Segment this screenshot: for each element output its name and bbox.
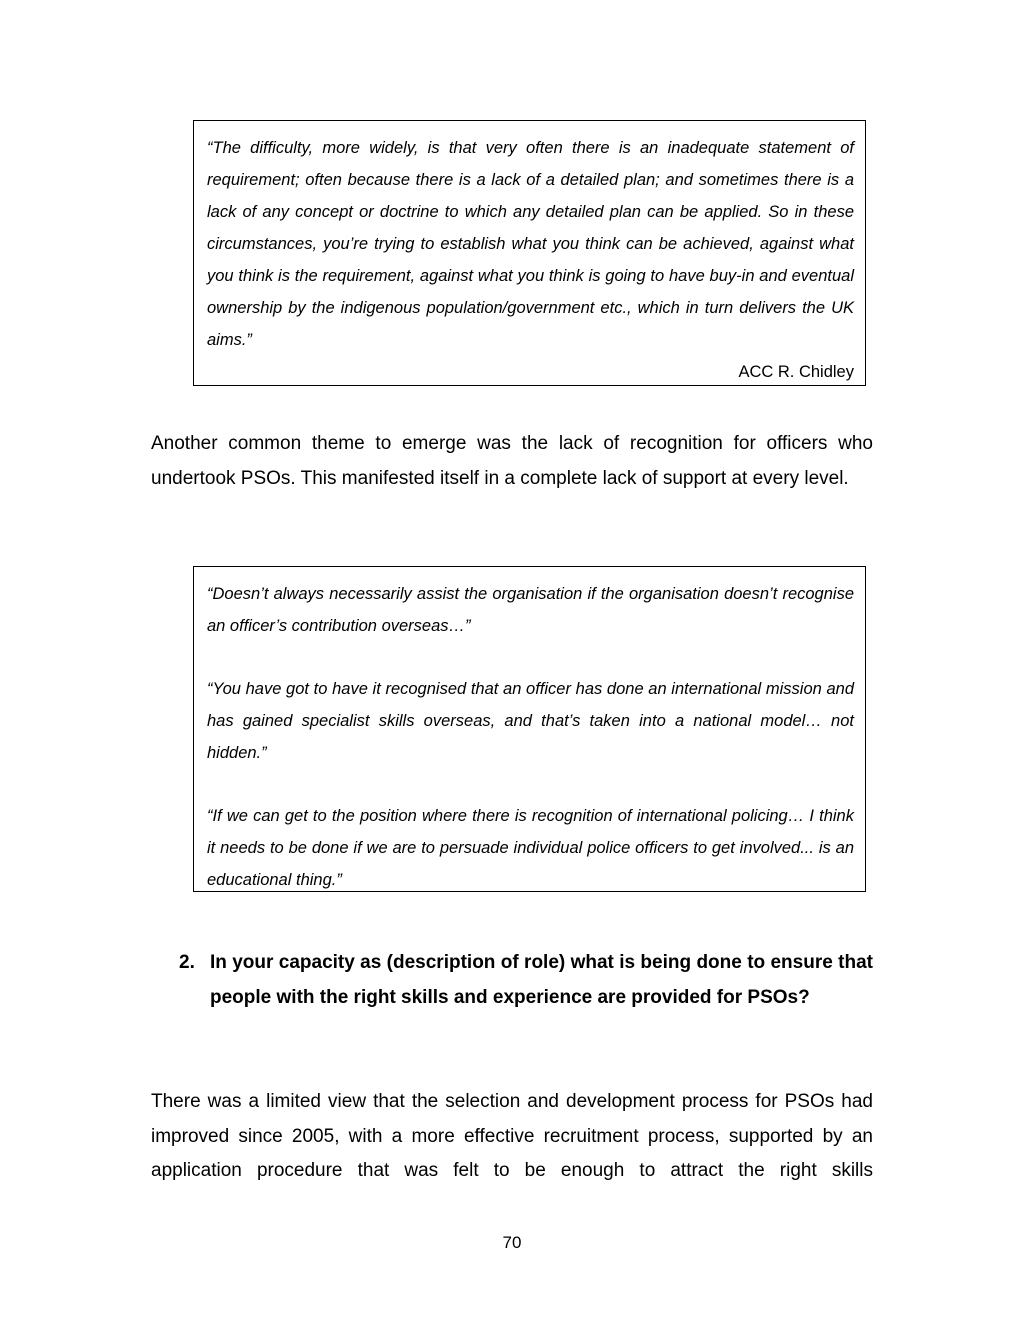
quote-text-2: “You have got to have it recognised that an officer has done an international mission and has gained specialist skills overseas, and that’s taken into a national model… not hidden.” <box>207 680 854 762</box>
question-number: 2. <box>179 952 195 973</box>
quote-box-recognition <box>193 566 866 892</box>
body-paragraph-selection: There was a limited view that the selection and development process for PSOs had improved since 2005, with a more effective recruitment process, supported by an application procedure that was felt to be enough to attract the right skills <box>151 1091 873 1181</box>
quote-text-1: “Doesn’t always necessarily assist the organisation if the organisation doesn’t recognise an officer’s contribution overseas…” <box>207 585 854 635</box>
question-text: In your capacity as (description of role) what is being done to ensure that people with the right skills and experience are provided for PSOs? <box>210 952 873 1008</box>
quote-box-chidley <box>193 120 866 386</box>
numbered-question <box>151 946 873 1015</box>
page-number: 70 <box>502 1233 522 1252</box>
body-paragraph-recognition: Another common theme to emerge was the lack of recognition for officers who undertook PSOs. This manifested itself in a complete lack of support at every level. <box>151 433 873 489</box>
quote-text: “The difficulty, more widely, is that very often there is an inadequate statement of requirement; often because there is a lack of a detailed plan; and sometimes there is a lack of any concept or doctrine to which any detailed plan can be applied. So in these circumstances, you’re trying to establish what you think can be achieved, against what you think is the requirement, against what you think is going to have buy-in and eventual ownership by the indigenous population/government etc., which in turn delivers the UK aims.” <box>207 139 854 349</box>
quote-text-3: “If we can get to the position where there is recognition of international policing… I think it needs to be done if we are to persuade individual police officers to get involved... is an educational thing.” <box>207 807 854 889</box>
quote-attribution: ACC R. Chidley <box>738 363 854 381</box>
